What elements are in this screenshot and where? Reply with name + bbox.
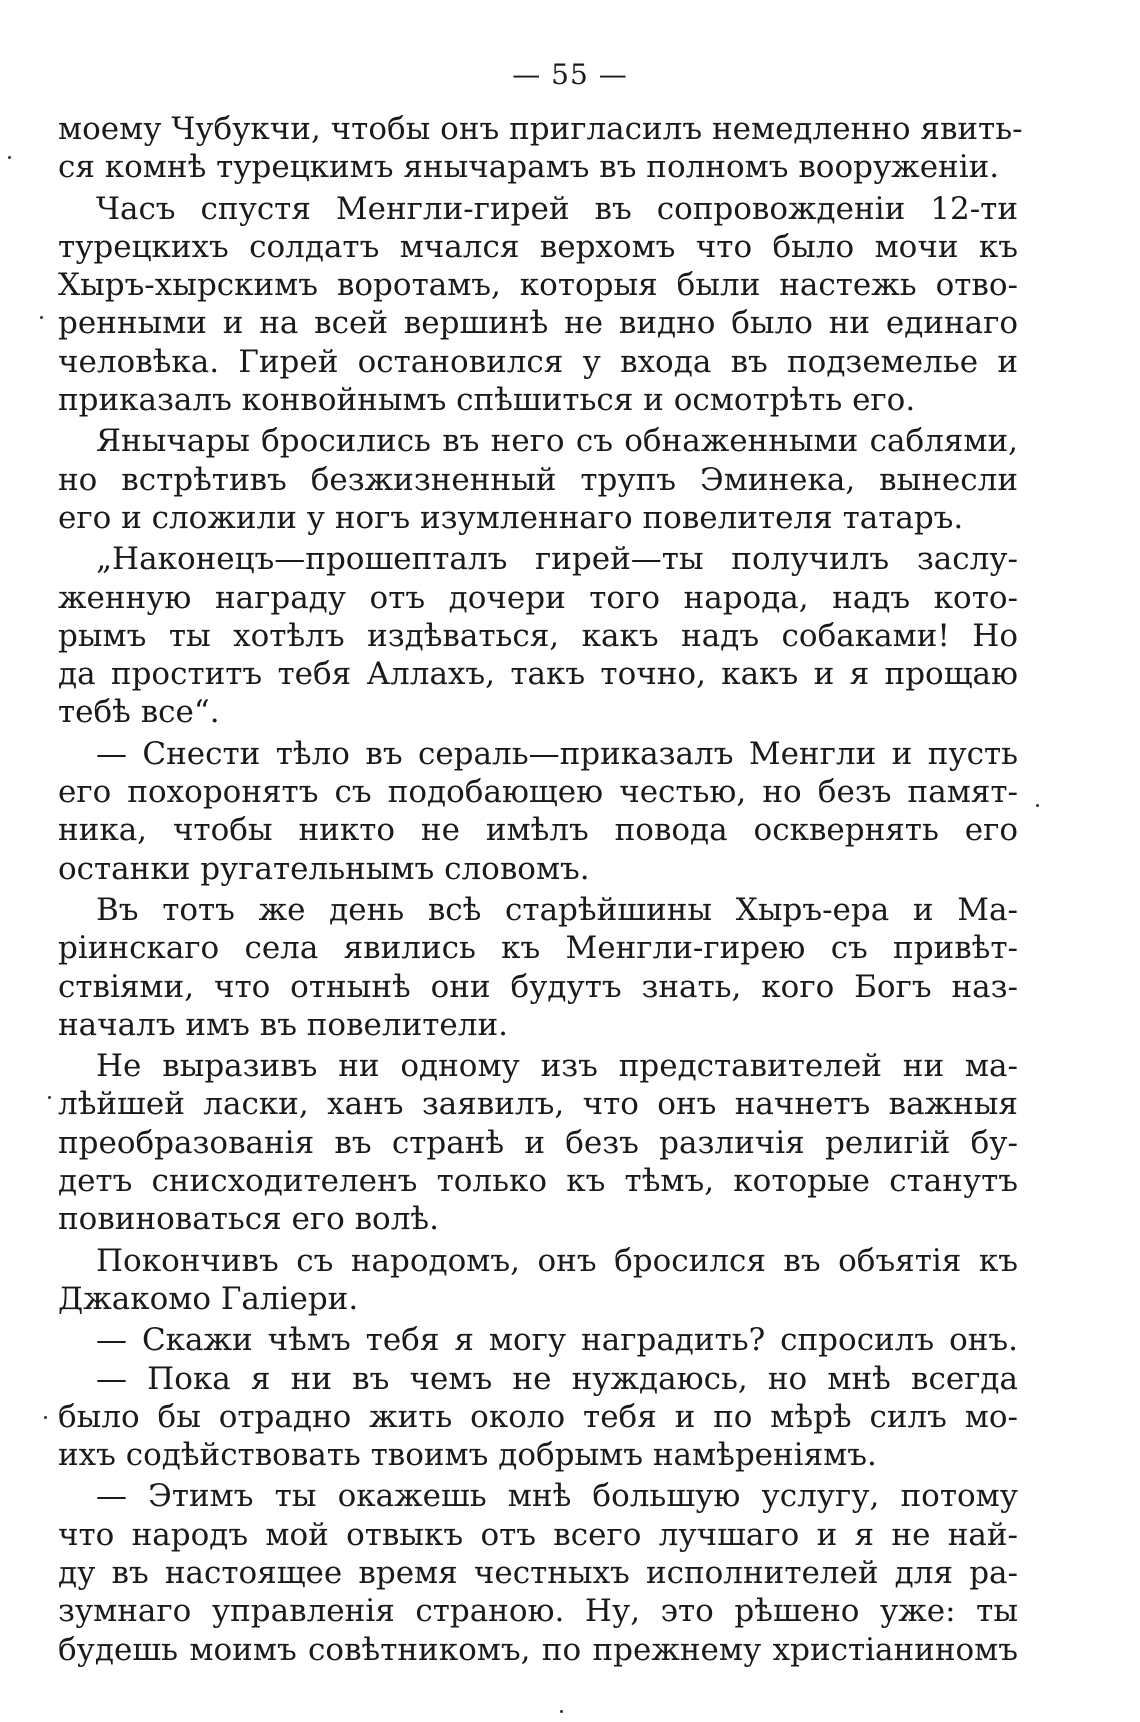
text-line: женную награду отъ дочери того народа, надъ кото- [58,579,1018,616]
text-line: что народъ мой отвыкъ отъ всего лучшаго и я не най- [58,1516,1018,1553]
text-line: — Снести тѣло въ сераль—приказалъ Менгли и пусть [96,735,1018,772]
text-line: его и сложили у ногъ изумленнаго повелителя татаръ. [58,499,964,536]
text-line: останки ругательнымъ словомъ. [58,850,590,887]
text-line: началъ имъ въ повелители. [58,1006,508,1043]
text-line: будешь моимъ совѣтникомъ, по прежнему христіаниномъ [58,1631,1018,1668]
scan-speck [560,1710,563,1713]
text-line: „Наконецъ—прошепталъ гирей—ты получилъ заслу- [96,541,1018,578]
text-line: преобразованія въ странѣ и безъ различія религій бу- [58,1124,1018,1161]
text-line: ду въ настоящее время честныхъ исполнителей для ра- [58,1554,1018,1591]
text-line: рымъ ты хотѣлъ издѣваться, какъ надъ собаками! Но [58,617,1018,654]
text-line: ника, чтобы никто не имѣлъ повода осквернять его [58,812,1018,849]
text-line: Янычары бросились въ него съ обнаженными саблями, [96,423,1018,460]
scan-speck [8,156,11,159]
text-line: да проститъ тебя Аллахъ, такъ точно, какъ и я прощаю [58,656,1018,693]
text-line: — Этимъ ты окажешь мнѣ большую услугу, потому [96,1478,1018,1515]
text-line: тебѣ все“. [58,694,220,731]
text-line: ихъ содѣйствовать твоимъ добрымъ намѣреніямъ. [58,1437,877,1474]
text-line: моему Чубукчи, чтобы онъ пригласилъ немедленно явить- [58,111,1023,147]
text-line: ствіями, что отнынѣ они будутъ знать, кого Богъ наз- [58,968,1018,1005]
text-line: Джакомо Галіери. [58,1280,359,1317]
text-line: зумнаго управленія страною. Ну, это рѣшено уже: ты [58,1593,1018,1630]
text-line: Въ тотъ же день всѣ старѣйшины Хыръ-ера и Ма- [96,891,1018,928]
scan-speck [40,316,43,319]
text-line: повиноваться его волѣ. [58,1201,439,1238]
text-line: было бы отрадно жить около тебя и по мѣрѣ силъ мо- [58,1398,1018,1435]
text-line: его похоронятъ съ подобающею честью, но безъ памят- [58,774,1018,811]
scan-speck [1036,804,1039,807]
text-line: человѣка. Гирей остановился у входа въ подземелье и [58,343,1018,380]
text-line: — Скажи чѣмъ тебя я могу наградить? спросилъ онъ. [96,1322,1018,1359]
text-line: Часъ спустя Менгли-гирей въ сопровожденіи 12-ти [96,190,1018,227]
scan-speck [44,1416,47,1419]
text-line: ренными и на всей вершинѣ не видно было ни единаго [58,305,1018,342]
body-text [58,110,1023,1669]
text-line: ся комнѣ турецкимъ янычарамъ въ полномъ вооруженіи. [58,149,1000,186]
text-line: лѣйшей ласки, ханъ заявилъ, что онъ начнетъ важныя [58,1086,1018,1123]
page-number: — 55 — [512,58,628,91]
text-line: приказалъ конвойнымъ спѣшиться и осмотрѣть его. [58,382,916,419]
text-line: Покончивъ съ народомъ, онъ бросился въ объятія къ [96,1242,1018,1279]
text-line: Хыръ-хырскимъ воротамъ, которыя были настежь отво- [58,267,1018,304]
scan-speck [48,1096,51,1099]
text-line: Не выразивъ ни одному изъ представителей ни ма- [96,1048,1018,1085]
text-line: турецкихъ солдатъ мчался верхомъ что было мочи къ [58,228,1018,265]
text-line: детъ снисходителенъ только къ тѣмъ, которые станутъ [58,1163,1018,1200]
text-line: — Пока я ни въ чемъ не нуждаюсь, но мнѣ всегда [96,1360,1018,1397]
text-line: ріинскаго села явились къ Менгли-гирею съ привѣт- [58,930,1018,967]
text-line: но встрѣтивъ безжизненный трупъ Эминека, вынесли [58,461,1018,498]
